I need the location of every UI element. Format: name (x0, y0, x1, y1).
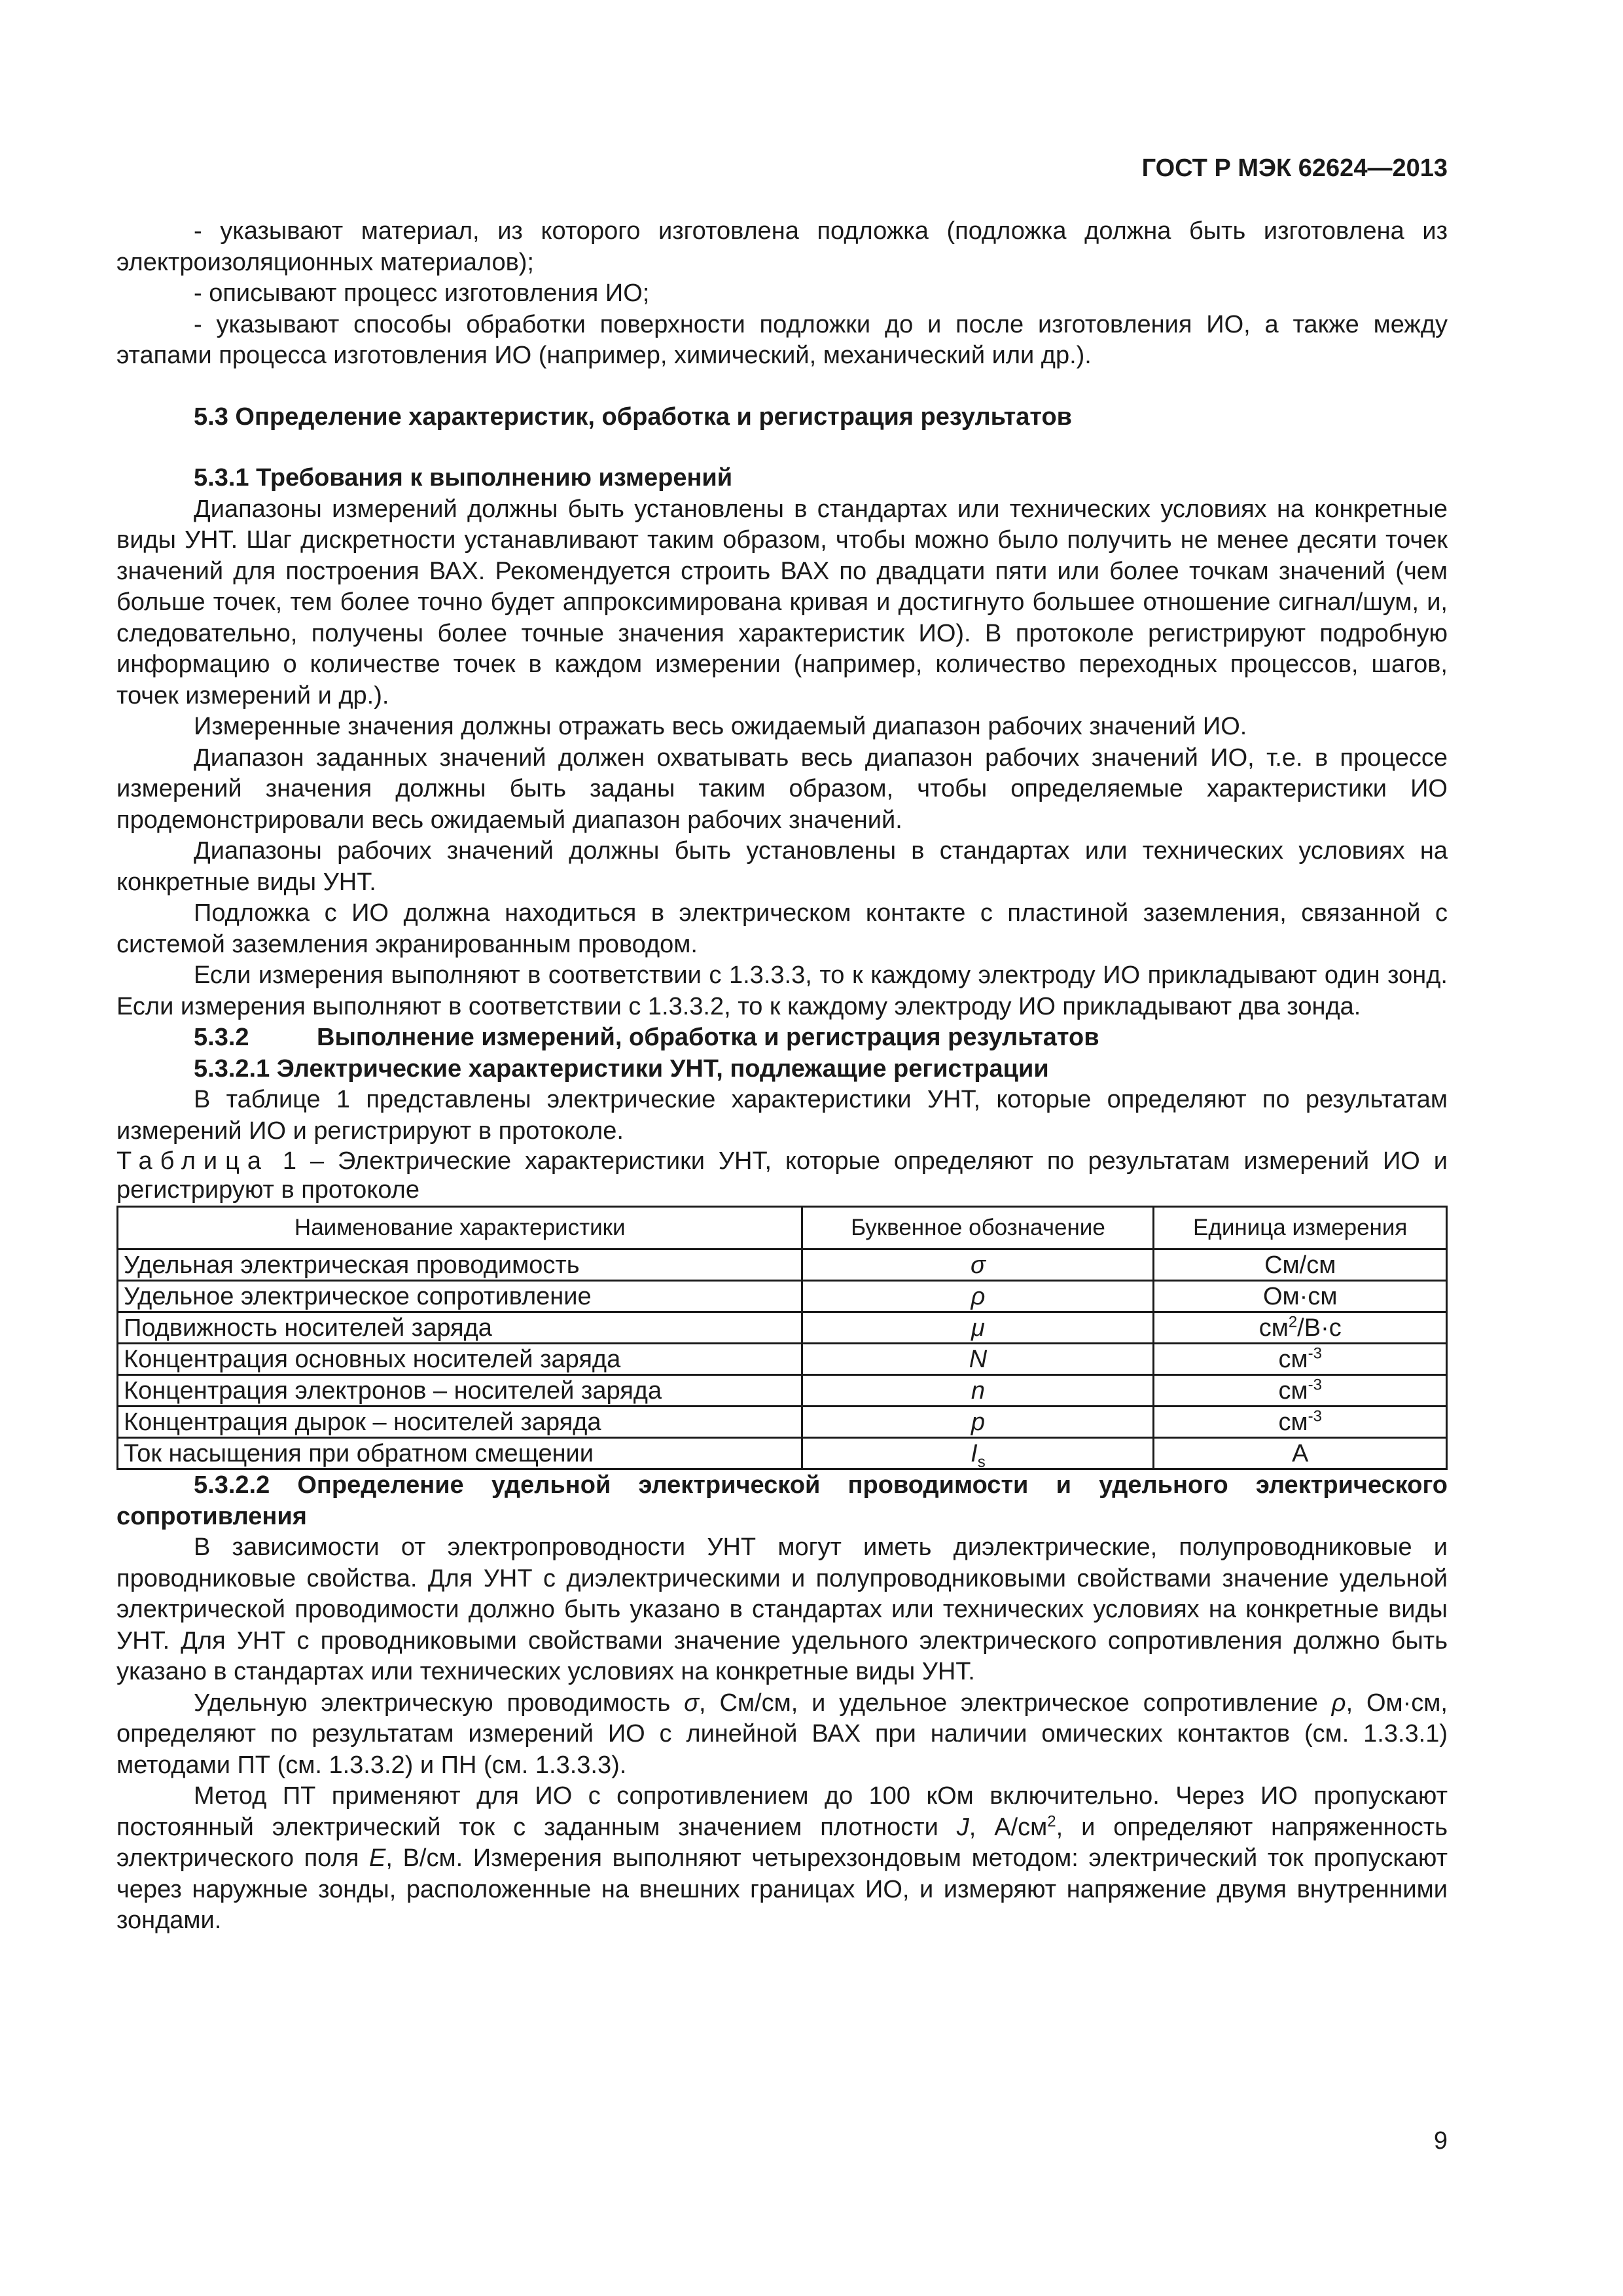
table-row (118, 1249, 1447, 1281)
cell-symbol (802, 1281, 1154, 1312)
p2-text-c: , Ом·см, определяют по результатам измерений ИО с линейной ВАХ при наличии омических контактов (см. 1.3.3.1) методами ПТ (см. 1.3.3.2) и ПН (см. 1.3.3.3). (116, 1689, 1448, 1779)
cell-unit (1154, 1344, 1447, 1375)
table-1 (116, 1206, 1448, 1470)
section-5-3-1-para-2: Измеренные значения должны отражать весь ожидаемый диапазон рабочих значений ИО. (194, 713, 1247, 740)
p3-text-b: , А/см (969, 1813, 1048, 1841)
table-row (118, 1407, 1447, 1438)
section-5-3-2-2-para-1: В зависимости от электропроводности УНТ могут иметь диэлектрические, полупроводниковые и проводниковые свойства. Для УНТ с диэлектрическими и полупроводниковыми свойствами значение удельной электрической проводимости должно быть указано в стандартах или технических условиях на конкретные виды УНТ. Для УНТ с проводниковыми свойствами значение удельного электрического сопротивления должно быть указано в стандартах или технических условиях на конкретные виды УНТ. (116, 1534, 1448, 1685)
p3-text-a: Метод ПТ применяют для ИО с сопротивлением до 100 кОм включительно. Через ИО пропускают постоянный электрический ток с заданным значением плотности (116, 1782, 1448, 1841)
table-header-row (118, 1207, 1447, 1249)
unit-text: см (1258, 1314, 1289, 1342)
cell-symbol (802, 1375, 1154, 1407)
unit-text: см (1278, 1345, 1308, 1373)
cell-symbol (802, 1344, 1154, 1375)
symbol-text: σ (971, 1251, 986, 1279)
rho-symbol: ρ (1331, 1689, 1346, 1717)
cell-name: Концентрация основных носителей заряда (118, 1344, 802, 1375)
section-5-3-1-para-5: Подложка с ИО должна находиться в электрическом контакте с пластиной заземления, связанной с системой заземления экранированным проводом. (116, 899, 1448, 958)
unit-text: см (1278, 1376, 1308, 1405)
section-5-3-2-number: 5.3.2 (194, 1024, 249, 1051)
cell-symbol (802, 1407, 1154, 1438)
cell-symbol (802, 1249, 1154, 1281)
cell-symbol (802, 1312, 1154, 1344)
table-row (118, 1438, 1447, 1469)
cell-unit (1154, 1375, 1447, 1407)
document-page (116, 0, 1448, 2296)
section-5-3-2-2-para-3 (116, 1781, 1448, 1937)
table-row (118, 1375, 1447, 1407)
cell-unit (1154, 1249, 1447, 1281)
intro-item-1: - указывают материал, из которого изготовлена подложка (подложка должна быть изготовлена из электроизоляционных материалов); (116, 217, 1448, 276)
section-5-3-2-2-title: 5.3.2.2 Определение удельной электрической проводимости и удельного электрического сопротивления (116, 1471, 1448, 1530)
symbol-text: I (971, 1439, 978, 1467)
table-row (118, 1344, 1447, 1375)
p2-text-a: Удельную электрическую проводимость (194, 1689, 685, 1717)
intro-item-2: - описывают процесс изготовления ИО; (194, 279, 650, 307)
standard-header: ГОСТ Р МЭК 62624—2013 (1141, 154, 1448, 182)
cell-name: Концентрация дырок – носителей заряда (118, 1407, 802, 1438)
table-1-caption-label: Таблица (116, 1147, 269, 1175)
unit-text: A (1292, 1439, 1309, 1467)
symbol-text: μ (971, 1314, 985, 1342)
unit-text: см (1278, 1408, 1308, 1436)
column-header-symbol: Буквенное обозначение (802, 1207, 1154, 1249)
j-symbol: J (956, 1813, 969, 1841)
sigma-symbol: σ (684, 1689, 700, 1717)
column-header-name: Наименование характеристики (118, 1207, 802, 1249)
p3-text-c: , и определяют напряженность электрического поля (116, 1813, 1448, 1872)
cell-unit (1154, 1438, 1447, 1469)
section-5-3-title: 5.3 Определение характеристик, обработка и регистрация результатов (194, 403, 1073, 431)
section-5-3-1-para-1: Диапазоны измерений должны быть установлены в стандартах или технических условиях на конкретные виды УНТ. Шаг дискретности устанавливают таким образом, чтобы можно было получить не менее десяти точек значений для построения ВАХ. Рекомендуется строить ВАХ по двадцати пяти или более точкам значений (чем больше точек, тем более точно будет аппроксимирована кривая и достигнуто большее отношение сигнал/шум, и, следовательно, получены более точные значения характеристик ИО). В протоколе регистрируют подробную информацию о количестве точек в каждом измерении (например, количество переходных процессов, шагов, точек измерений и др.). (116, 495, 1448, 709)
section-5-3-1-para-4: Диапазоны рабочих значений должны быть установлены в стандартах или технических условиях на конкретные виды УНТ. (116, 837, 1448, 896)
symbol-text: n (971, 1376, 986, 1405)
cell-unit (1154, 1407, 1447, 1438)
intro-item-3: - указывают способы обработки поверхности подложки до и после изготовления ИО, а также между этапами процесса изготовления ИО (например, химический, механический или др.). (116, 310, 1448, 369)
symbol-subscript: s (977, 1453, 986, 1471)
unit-superscript: -3 (1308, 1344, 1322, 1362)
section-5-3-2-title (116, 1022, 1448, 1054)
section-5-3-1-para-6: Если измерения выполняют в соответствии с 1.3.3.3, то к каждому электроду ИО прикладывают один зонд. Если измерения выполняют в соответствии с 1.3.3.2, то к каждому электроду ИО прикладывают два зонда. (116, 961, 1448, 1020)
cell-name: Удельное электрическое сопротивление (118, 1281, 802, 1312)
section-5-3-1-title: 5.3.1 Требования к выполнению измерений (194, 464, 733, 492)
section-5-3-2-text: Выполнение измерений, обработка и регистрация результатов (317, 1024, 1099, 1051)
cell-name: Подвижность носителей заряда (118, 1312, 802, 1344)
unit-superscript: 2 (1288, 1312, 1298, 1331)
section-5-3-1-para-3: Диапазон заданных значений должен охватывать весь диапазон рабочих значений ИО, т.е. в процессе измерений значения должны быть заданы таким образом, чтобы определяемые характеристики ИО продемонстрировали весь ожидаемый диапазон рабочих значений. (116, 744, 1448, 834)
unit-superscript: -3 (1308, 1375, 1322, 1393)
cell-unit (1154, 1312, 1447, 1344)
e-symbol: E (368, 1844, 386, 1872)
unit-text: Ом·см (1262, 1282, 1338, 1310)
unit-text: См/см (1264, 1251, 1336, 1279)
p2-text-b: , См/см, и удельное электрическое сопротивление (699, 1689, 1332, 1717)
unit-tail: /В·с (1297, 1314, 1342, 1342)
table-1-caption (116, 1147, 1448, 1204)
column-header-unit: Единица измерения (1154, 1207, 1447, 1249)
section-5-3-2-1-para: В таблице 1 представлены электрические характеристики УНТ, которые определяют по результатам измерений ИО и регистрируют в протоколе. (116, 1086, 1448, 1145)
document-body (116, 216, 1448, 1937)
cell-unit (1154, 1281, 1447, 1312)
section-5-3-2-2-para-2 (116, 1688, 1448, 1782)
symbol-text: N (969, 1345, 988, 1373)
table-1-caption-text: 1 – Электрические характеристики УНТ, которые определяют по результатам измерений ИО и регистрируют в протоколе (116, 1147, 1448, 1204)
p3-superscript: 2 (1047, 1812, 1056, 1830)
table-row (118, 1281, 1447, 1312)
section-5-3-2-1-title: 5.3.2.1 Электрические характеристики УНТ, подлежащие регистрации (194, 1054, 1049, 1083)
table-row (118, 1312, 1447, 1344)
cell-name: Концентрация электронов – носителей заряда (118, 1375, 802, 1407)
p3-text-d: , В/см. Измерения выполняют четырехзондовым методом: электрический ток пропускают через наружные зонды, расположенные на внешних границах ИО, и измеряют напряжение двумя внутренними зондами. (116, 1844, 1448, 1934)
cell-name: Удельная электрическая проводимость (118, 1249, 802, 1281)
page-number: 9 (1433, 2127, 1448, 2155)
cell-name: Ток насыщения при обратном смещении (118, 1438, 802, 1469)
cell-symbol (802, 1438, 1154, 1469)
symbol-text: p (971, 1408, 986, 1436)
symbol-text: ρ (971, 1282, 986, 1310)
unit-superscript: -3 (1308, 1407, 1322, 1425)
